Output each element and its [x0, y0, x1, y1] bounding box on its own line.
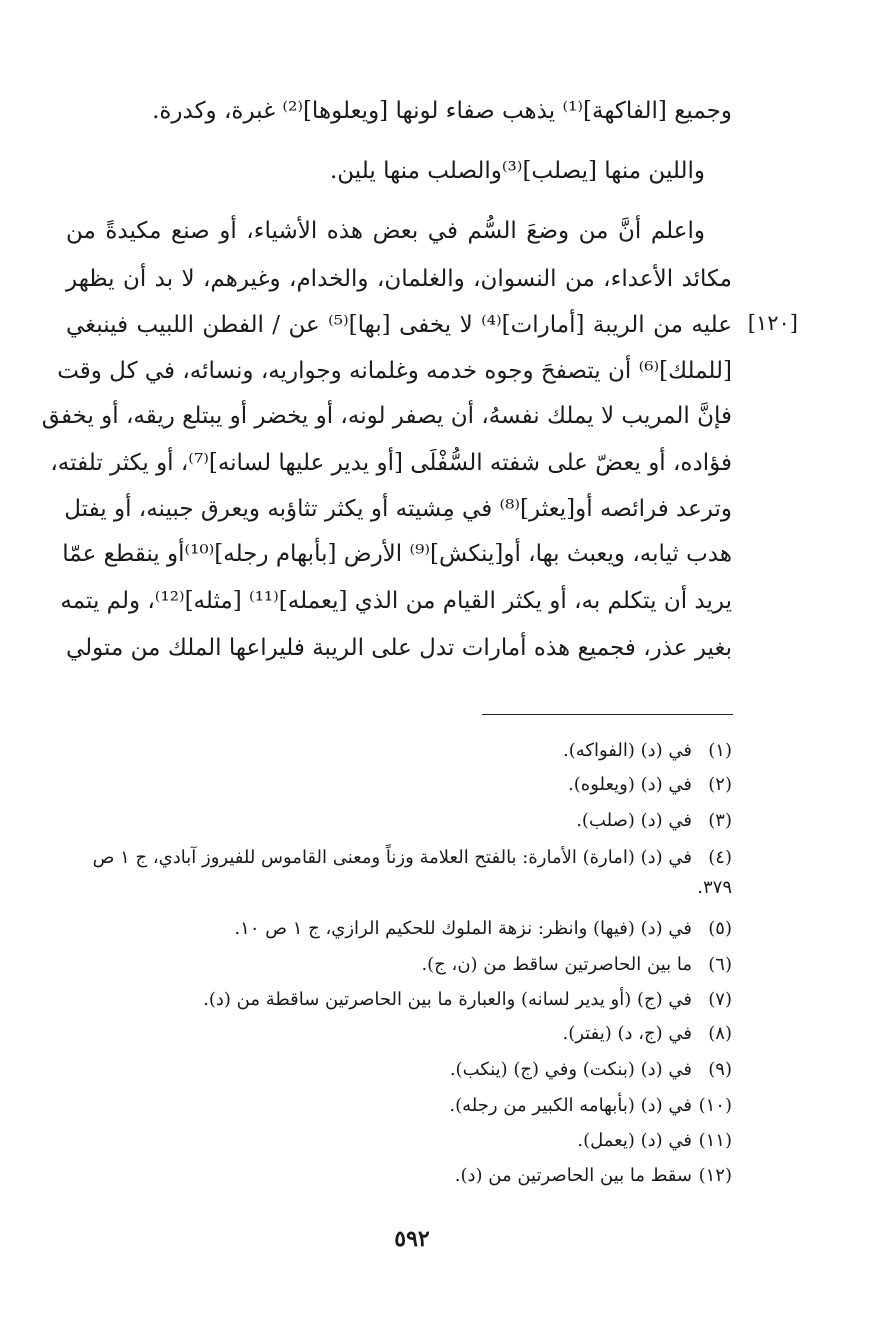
- footnote-text: في (د) (بأبهامه الكبير من رجله).: [449, 1095, 692, 1116]
- footnote-text: في (د) (يعمل).: [577, 1130, 692, 1151]
- footnote-text: في (ج) (أو يدير لسانه) والعبارة ما بين الحاصرتين ساقطة من (د).: [203, 989, 692, 1010]
- footnote-text: في (د) (الفواكه).: [563, 740, 692, 761]
- footnote-1: [62, 736, 732, 766]
- footnote-11: [62, 1126, 732, 1156]
- text-line-2: واللين منها [يصلب]⁽³⁾والصلب منها يلين.: [329, 158, 705, 184]
- footnote-12: [62, 1161, 732, 1191]
- text-line-4: مكائد الأعداء، من النسوان، والغلمان، والخدام، وغيرهم، لا بد أن يظهر: [66, 266, 732, 292]
- footnote-number: (٢): [708, 774, 732, 795]
- footnote-number: (٣): [708, 810, 732, 831]
- footnote-2: [62, 770, 732, 800]
- footnote-number: (٥): [708, 918, 732, 939]
- text-line-6: [للملك]⁽⁶⁾ أن يتصفحَ وجوه خدمه وغلمانه وجواريه، ونسائه، في كل وقت: [57, 358, 732, 384]
- text-line-1: وجميع [الفاكهة]⁽¹⁾ يذهب صفاء لونها [ويعلوها]⁽²⁾ غبرة، وكدرة.: [152, 98, 732, 124]
- footnote-text: في (ج، د) (يفتر).: [562, 1023, 692, 1044]
- footnote-separator: [482, 714, 733, 715]
- text-line-3: واعلم أنَّ من وضعَ السُّم في بعض هذه الأشياء، أو صنع مكيدةً من: [66, 218, 705, 244]
- footnote-number: (٧): [708, 989, 732, 1010]
- footnote-9: [62, 1055, 732, 1085]
- footnote-8: [62, 1019, 732, 1049]
- text-line-8: فؤاده، أو يعضّ على شفته السُّفْلَى [أو يدير عليها لسانه]⁽⁷⁾، أو يكثر تلفته،: [50, 450, 732, 476]
- footnote-number: (١٢): [698, 1165, 732, 1186]
- footnote-number: (٦): [708, 954, 732, 975]
- footnote-number: (١): [708, 740, 732, 761]
- footnote-number: (٩): [708, 1059, 732, 1080]
- footnote-text: في (د) (امارة) الأمارة: بالفتح العلامة وزناً ومعنى القاموس للفيروز آبادي، ج ١ ص ٣٧٩.: [92, 847, 732, 898]
- text-line-10: هدب ثيابه، ويعبث بها، أو[ينكش]⁽⁹⁾ الأرض [بأبهام رجله]⁽¹⁰⁾أو ينقطع عمّا: [62, 541, 732, 567]
- footnote-text: ما بين الحاصرتين ساقط من (ن، ج).: [421, 954, 692, 975]
- text-line-7: فإنَّ المريب لا يملك نفسهُ، أن يصفر لونه، أو يخضر أو يبتلع ريقه، أو يخفق: [41, 403, 732, 429]
- footnote-5: [62, 914, 732, 944]
- footnote-number: (١٠): [698, 1095, 732, 1116]
- footnote-number: (٨): [708, 1023, 732, 1044]
- text-line-11: يريد أن يتكلم به، أو يكثر القيام من الذي [يعمله]⁽¹¹⁾ [مثله]⁽¹²⁾، ولم يتمه: [60, 588, 732, 614]
- footnote-text: سقط ما بين الحاصرتين من (د).: [454, 1165, 692, 1186]
- footnote-6: [62, 950, 732, 980]
- footnote-text: في (د) (صلب).: [576, 810, 692, 831]
- footnote-number: (١١): [698, 1130, 732, 1151]
- footnote-text: في (د) (فيها) وانظر: نزهة الملوك للحكيم الرازي، ج ١ ص ١٠.: [234, 918, 692, 939]
- text-line-12: بغير عذر، فجميع هذه أمارات تدل على الريبة فليراعها الملك من متولي: [66, 635, 732, 661]
- footnote-3: [62, 806, 732, 836]
- footnote-text: في (د) (ويعلوه).: [568, 774, 692, 795]
- text-line-5: عليه من الريبة [أمارات]⁽⁴⁾ لا يخفى [بها]⁽⁵⁾ عن / الفطن اللبيب فينبغي: [66, 312, 732, 338]
- footnote-text: في (د) (بنكت) وفي (ج) (ينكب).: [449, 1059, 692, 1080]
- footnote-4: [62, 843, 732, 903]
- footnote-number: (٤): [708, 847, 732, 868]
- text-line-9: وترعد فرائصه أو[يعثر]⁽⁸⁾ في مِشيته أو يكثر تثاؤبه ويعرق جبينه، أو يفتل: [64, 496, 732, 522]
- page-number: ٥٩٢: [394, 1226, 430, 1252]
- manuscript-folio-marker: [١٢٠]: [747, 311, 798, 335]
- footnote-10: [62, 1091, 732, 1121]
- footnote-7: [62, 985, 732, 1015]
